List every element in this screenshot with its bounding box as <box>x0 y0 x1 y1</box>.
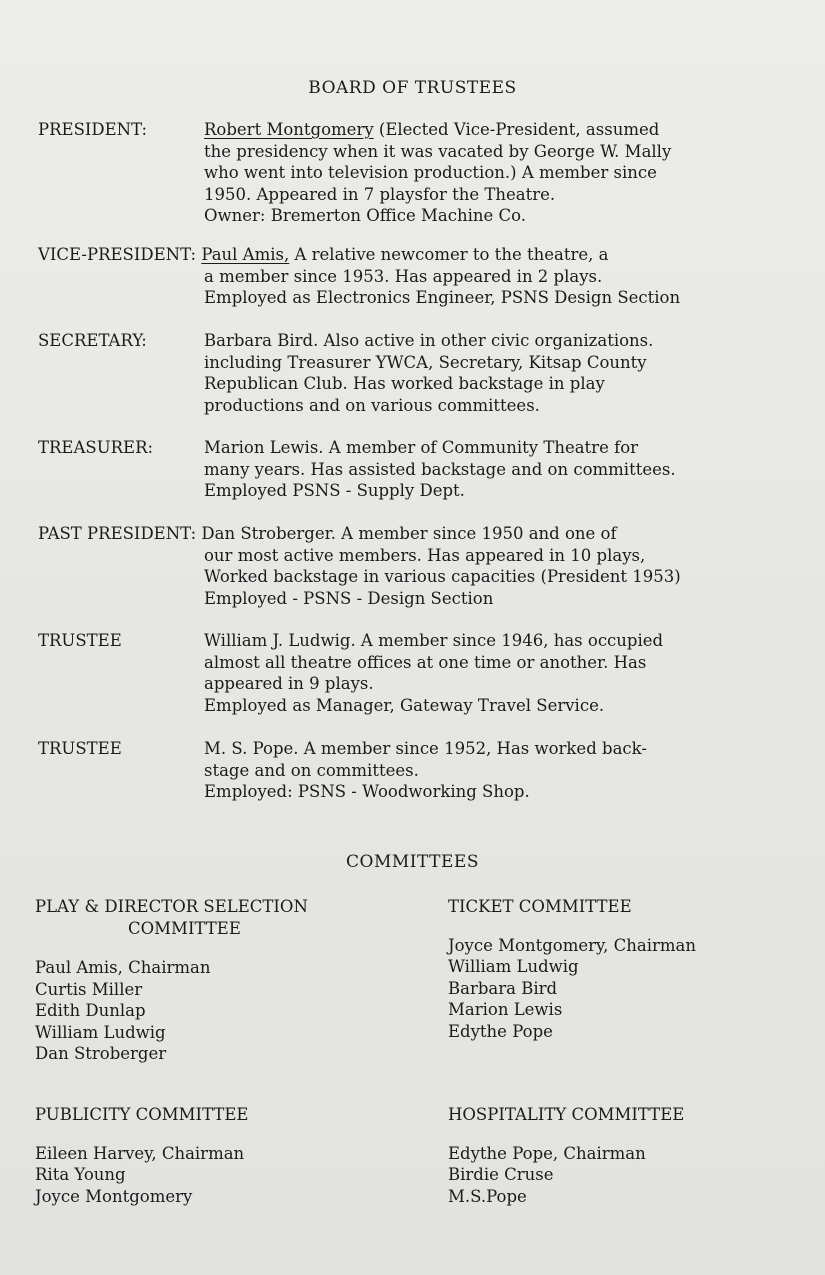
board-title: BOARD OF TRUSTEES <box>308 78 517 98</box>
committee-member: Joyce Montgomery <box>35 1186 193 1206</box>
trustee-description: Marion Lewis. A member of Community Theatre for many years. Has assisted backstage and on committees. Employed PSNS - Supply Dept. <box>204 438 676 500</box>
role-label: PAST PRESIDENT: <box>38 524 197 543</box>
trustee-description: Robert Montgomery (Elected Vice-President, assumed the presidency when it was vacated by George W. Mally who went into television production.) A member since 1950. Appeared in 7 playsfor the Theatre. Owner: Bremerton Office Machine Co. <box>204 120 672 225</box>
committee-member: M.S.Pope <box>448 1186 527 1206</box>
committee-member: Joyce Montgomery, Chairman <box>448 935 696 955</box>
trustee-name: Robert Montgomery <box>204 120 374 139</box>
committee-member: Edythe Pope <box>448 1021 553 1041</box>
role-label: TRUSTEE <box>38 631 122 650</box>
committee-member: Edith Dunlap <box>35 1001 146 1020</box>
committee-title: PLAY & DIRECTOR SELECTION <box>35 897 308 916</box>
committee-member: Eileen Harvey, Chairman <box>35 1143 245 1163</box>
committee-member: William Ludwig <box>448 957 579 976</box>
play-director-committee <box>35 896 435 1065</box>
role-label: PRESIDENT: <box>38 120 148 139</box>
trustee-description: William J. Ludwig. A member since 1946, has occupied almost all theatre offices at one time or another. Has appeared in 9 plays. Employed as Manager, Gateway Travel Service. <box>204 631 664 715</box>
committee-member: Rita Young <box>35 1165 126 1184</box>
committee-title: PUBLICITY COMMITTEE <box>35 1105 249 1124</box>
role-label: TREASURER: <box>38 438 154 457</box>
trustee-description: Barbara Bird. Also active in other civic organizations. including Treasurer YWCA, Secretary, Kitsap County Republican Club. Has worked backstage in play productions and on various committees. <box>204 331 654 415</box>
trustee-description: VICE-PRESIDENT: Paul Amis, A relative newcomer to the theatre, a a member since 1953. Has appeared in 2 plays. Employed as Electronics Engineer, PSNS Design Section <box>38 245 681 307</box>
committee-member: Dan Stroberger <box>35 1044 167 1063</box>
committee-title-line2: COMMITTEE <box>128 918 241 938</box>
committee-member: William Ludwig <box>35 1022 166 1042</box>
ticket-committee <box>448 896 808 1042</box>
committees-title: COMMITTEES <box>346 852 479 872</box>
committee-title: HOSPITALITY COMMITTEE <box>448 1105 685 1124</box>
role-label: SECRETARY: <box>38 331 147 350</box>
committee-member: Edythe Pope, Chairman <box>448 1143 646 1163</box>
hospitality-committee <box>448 1104 808 1207</box>
committee-member: Marion Lewis <box>448 1000 563 1019</box>
committee-member: Barbara Bird <box>448 978 558 998</box>
trustee-description: PAST PRESIDENT: Dan Stroberger. A member since 1950 and one of our most active members. Has appeared in 10 plays, Worked backstage in various capacities (President 1953) Employed - PSNS - Design Section <box>38 524 681 608</box>
committee-member: Paul Amis, Chairman <box>35 958 211 977</box>
trustee-name: Paul Amis, <box>201 245 290 264</box>
committee-member: Curtis Miller <box>35 979 143 999</box>
committee-title: TICKET COMMITTEE <box>448 897 632 916</box>
committee-member: Birdie Cruse <box>448 1165 554 1184</box>
role-label: VICE-PRESIDENT: <box>38 245 197 264</box>
role-label: TRUSTEE <box>38 739 122 758</box>
trustee-description: M. S. Pope. A member since 1952, Has worked back- stage and on committees. Employed: PSNS - Woodworking Shop. <box>204 739 647 801</box>
publicity-committee <box>35 1104 435 1207</box>
